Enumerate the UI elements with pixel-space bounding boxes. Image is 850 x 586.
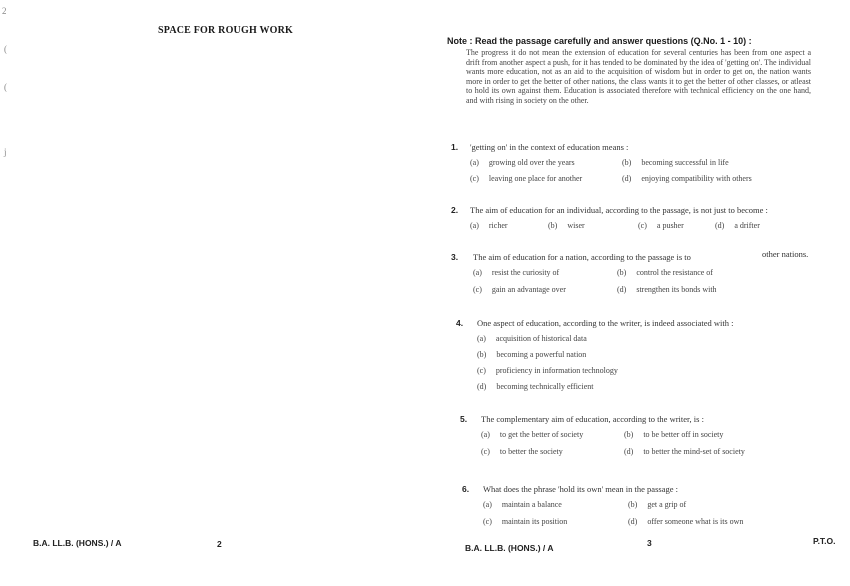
option-text: to get the better of society — [499, 430, 584, 439]
option-letter: (d) — [715, 221, 725, 230]
option-text: leaving one place for another — [488, 174, 583, 183]
option-text: to better the society — [499, 447, 563, 456]
option-letter: (b) — [622, 158, 632, 167]
answer-option — [481, 430, 583, 439]
question-text: The aim of education for an individual, according to the passage, is not just to become : — [470, 205, 768, 215]
answer-option — [617, 268, 713, 277]
option-letter: (c) — [481, 447, 490, 456]
option-letter: (d) — [477, 382, 487, 391]
answer-option — [638, 221, 684, 230]
question-text: The complementary aim of education, according to the writer, is : — [481, 414, 704, 424]
option-text: to be better off in society — [643, 430, 724, 439]
passage-text: The progress it do not mean the extension of education for several centuries has been from one aspect a drift from another aspect a push, for it has tended to be dominated by the idea of 'getting on'. The individual wants more education, not as an aid to the acquisition of wisdom but in order to get on, the nation wants more in order to get the better of other nations, the class wants it to get the better of other classes, or atleast to hold its own against them. Education is associated therefore with technical efficiency on the one hand, and with rising in society on the other. — [466, 48, 811, 105]
margin-mark: ( — [4, 82, 7, 92]
option-text: control the resistance of — [636, 268, 713, 277]
answer-option — [477, 334, 587, 343]
rough-work-heading: SPACE FOR ROUGH WORK — [158, 25, 294, 36]
answer-option — [624, 447, 745, 456]
question-text-tail: other nations. — [762, 249, 809, 259]
answer-option — [628, 517, 743, 526]
answer-option — [548, 221, 585, 230]
answer-option — [470, 158, 575, 167]
option-letter: (c) — [470, 174, 479, 183]
option-letter: (a) — [473, 268, 482, 277]
option-letter: (c) — [638, 221, 647, 230]
answer-option — [477, 366, 618, 375]
question-number: 5. — [460, 414, 468, 424]
margin-mark: ( — [4, 44, 7, 54]
right-page-number: 3 — [647, 538, 652, 548]
option-text: a pusher — [656, 221, 684, 230]
option-letter: (a) — [483, 500, 492, 509]
question-number: 6. — [462, 484, 470, 494]
option-letter: (b) — [548, 221, 558, 230]
left-footer-code: B.A. LL.B. (HONS.) / A — [33, 538, 122, 548]
option-letter: (d) — [624, 447, 634, 456]
answer-option — [628, 500, 686, 509]
option-text: offer someone what is its own — [647, 517, 744, 526]
option-letter: (b) — [477, 350, 487, 359]
option-text: becoming technically efficient — [496, 382, 594, 391]
option-letter: (b) — [624, 430, 634, 439]
answer-option — [470, 221, 508, 230]
option-text: richer — [488, 221, 508, 230]
question-number: 1. — [451, 142, 459, 152]
reading-passage — [466, 48, 811, 106]
question-number: 4. — [456, 318, 464, 328]
answer-option — [715, 221, 760, 230]
answer-option — [470, 174, 582, 183]
option-text: maintain its position — [501, 517, 568, 526]
answer-option — [483, 500, 562, 509]
left-page-number: 2 — [217, 539, 222, 549]
option-text: strengthen its bonds with — [636, 285, 717, 294]
right-footer-code: B.A. LL.B. (HONS.) / A — [465, 543, 554, 553]
question-text: One aspect of education, according to the writer, is indeed associated with : — [477, 318, 734, 328]
option-letter: (c) — [477, 366, 486, 375]
option-letter: (b) — [617, 268, 627, 277]
answer-option — [481, 447, 563, 456]
option-text: enjoying compatibility with others — [641, 174, 752, 183]
option-letter: (d) — [617, 285, 627, 294]
answer-option — [483, 517, 567, 526]
option-letter: (c) — [483, 517, 492, 526]
answer-option — [477, 382, 593, 391]
margin-mark: j — [4, 147, 7, 157]
answer-option — [473, 268, 559, 277]
question-text: The aim of education for a nation, according to the passage is to — [473, 252, 691, 262]
option-text: resist the curiosity of — [491, 268, 560, 277]
question-number: 3. — [451, 252, 459, 262]
option-text: wiser — [567, 221, 585, 230]
option-letter: (a) — [470, 221, 479, 230]
option-text: growing old over the years — [488, 158, 575, 167]
answer-option — [477, 350, 586, 359]
option-letter: (a) — [470, 158, 479, 167]
option-text: becoming a powerful nation — [496, 350, 587, 359]
pto-label: P.T.O. — [813, 536, 836, 546]
option-text: acquisition of historical data — [495, 334, 587, 343]
margin-mark: 2 — [2, 6, 7, 16]
answer-option — [473, 285, 566, 294]
option-text: maintain a balance — [501, 500, 562, 509]
option-letter: (a) — [481, 430, 490, 439]
answer-option — [622, 158, 729, 167]
answer-option — [622, 174, 752, 183]
option-letter: (b) — [628, 500, 638, 509]
answer-option — [617, 285, 717, 294]
question-text: 'getting on' in the context of education means : — [470, 142, 629, 152]
option-letter: (c) — [473, 285, 482, 294]
option-text: to better the mind-set of society — [643, 447, 745, 456]
option-text: a drifter — [734, 221, 760, 230]
answer-option — [624, 430, 723, 439]
option-letter: (d) — [622, 174, 632, 183]
question-number: 2. — [451, 205, 459, 215]
question-text: What does the phrase 'hold its own' mean in the passage : — [483, 484, 678, 494]
option-text: proficiency in information technology — [495, 366, 618, 375]
passage-note: Note : Read the passage carefully and answer questions (Q.No. 1 - 10) : — [447, 36, 752, 46]
option-text: becoming successful in life — [641, 158, 729, 167]
option-text: get a grip of — [647, 500, 687, 509]
option-letter: (a) — [477, 334, 486, 343]
option-letter: (d) — [628, 517, 638, 526]
option-text: gain an advantage over — [491, 285, 566, 294]
